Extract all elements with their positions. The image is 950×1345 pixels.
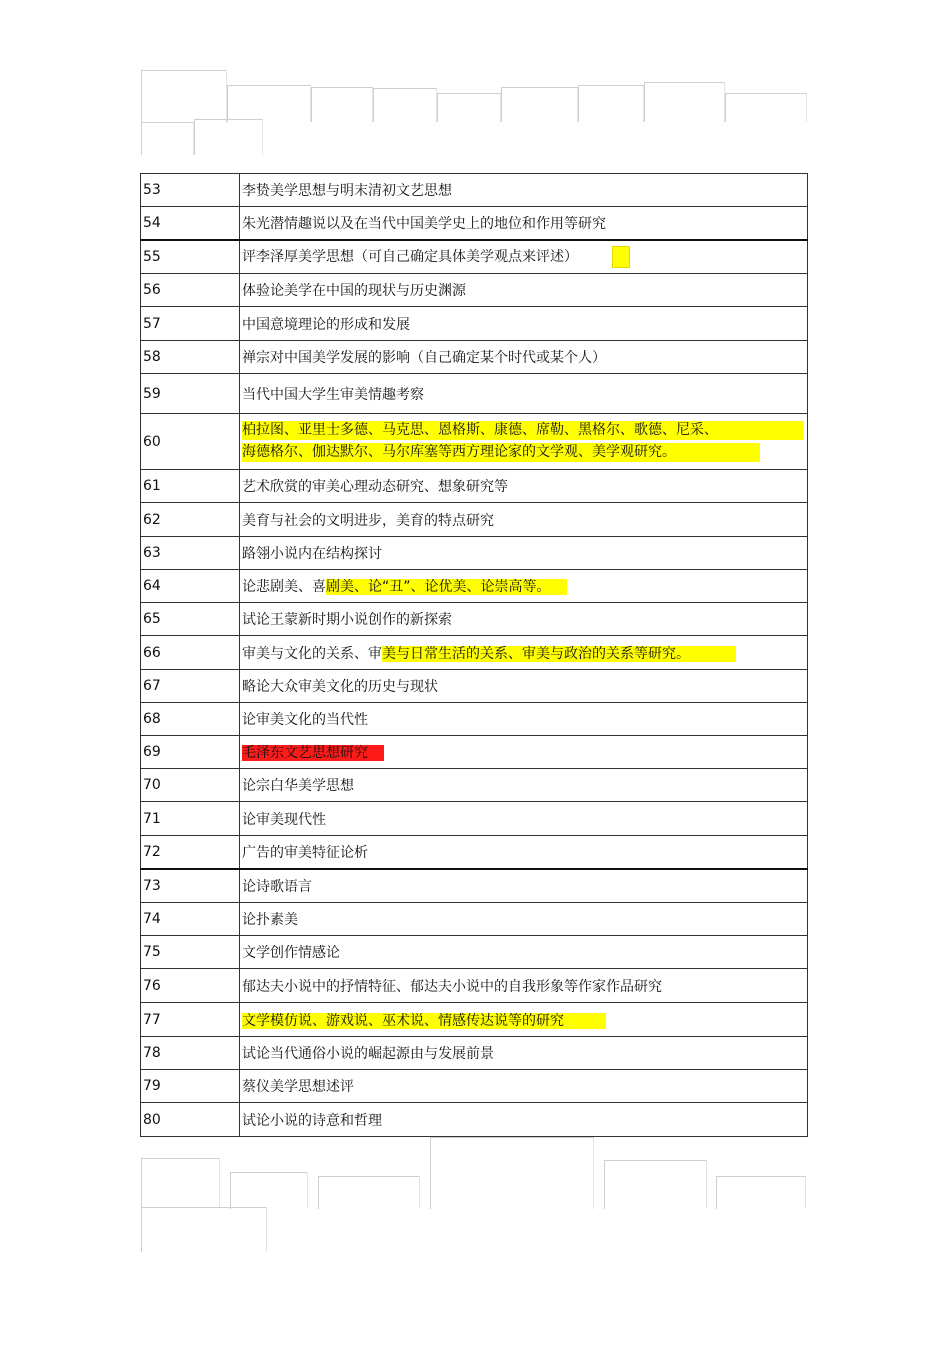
table-row — [141, 836, 808, 869]
row-number: 72 — [141, 836, 240, 869]
bottom-artifact — [141, 1158, 220, 1209]
row-number: 80 — [141, 1103, 240, 1137]
table-row — [141, 374, 808, 414]
row-topic: 体验论美学在中国的现状与历史渊源 — [240, 274, 808, 307]
table-row — [141, 537, 808, 570]
row-topic-highlight-red: 毛泽东文艺思想研究 — [242, 745, 384, 761]
top-artifact — [644, 82, 725, 122]
row-topic: 当代中国大学生审美情趣考察 — [240, 374, 808, 414]
row-number: 65 — [141, 603, 240, 636]
row-number: 76 — [141, 969, 240, 1003]
row-topic: 论诗歌语言 — [240, 869, 808, 903]
row-number: 53 — [141, 174, 240, 207]
bottom-artifact — [604, 1160, 707, 1209]
top-artifact — [725, 93, 807, 122]
table-row — [141, 1037, 808, 1070]
row-topic: 郁达夫小说中的抒情特征、郁达夫小说中的自我形象等作家作品研究 — [240, 969, 808, 1003]
table-row — [141, 769, 808, 802]
row-number: 62 — [141, 503, 240, 537]
row-number: 78 — [141, 1037, 240, 1070]
row-number: 75 — [141, 936, 240, 969]
table-row — [141, 240, 808, 274]
row-topic: 中国意境理论的形成和发展 — [240, 307, 808, 341]
row-number: 71 — [141, 802, 240, 836]
bottom-artifact — [141, 1207, 267, 1252]
row-topic-cell — [240, 1003, 808, 1037]
row-number: 58 — [141, 341, 240, 374]
row-topic-line-2: 海德格尔、伽达默尔、马尔库塞等西方理论家的文学观、美学观研究。 — [242, 443, 760, 462]
row-topic: 论扑素美 — [240, 903, 808, 936]
row-number: 55 — [141, 240, 240, 274]
row-topic: 试论小说的诗意和哲理 — [240, 1103, 808, 1137]
row-topic: 试论王蒙新时期小说创作的新探索 — [240, 603, 808, 636]
row-topic: 美育与社会的文明进步，美育的特点研究 — [240, 503, 808, 537]
table-row — [141, 969, 808, 1003]
row-topic-cell — [240, 240, 808, 274]
row-topic-cell — [240, 414, 808, 470]
row-topic: 试论当代通俗小说的崛起源由与发展前景 — [240, 1037, 808, 1070]
row-topic: 朱光潜情趣说以及在当代中国美学史上的地位和作用等研究 — [240, 207, 808, 240]
row-topic: 李贽美学思想与明末清初文艺思想 — [240, 174, 808, 207]
row-number: 64 — [141, 570, 240, 603]
table-row — [141, 736, 808, 769]
row-number: 61 — [141, 470, 240, 503]
table-row — [141, 570, 808, 603]
row-number: 66 — [141, 636, 240, 670]
table-row — [141, 1003, 808, 1037]
table-row — [141, 207, 808, 240]
top-artifact — [227, 85, 311, 122]
row-topic-highlight: 美与日常生活的关系、审美与政治的关系等研究。 — [382, 646, 736, 662]
table-row — [141, 936, 808, 969]
row-number: 68 — [141, 703, 240, 736]
row-topic-cell — [240, 636, 808, 670]
row-topic: 论宗白华美学思想 — [240, 769, 808, 802]
row-number: 79 — [141, 1070, 240, 1103]
top-artifact — [141, 70, 227, 123]
row-number: 70 — [141, 769, 240, 802]
row-topic: 文学创作情感论 — [240, 936, 808, 969]
row-topic-cell — [240, 570, 808, 603]
bottom-artifact — [230, 1172, 308, 1209]
row-topic: 路翎小说内在结构探讨 — [240, 537, 808, 570]
table-row — [141, 414, 808, 470]
row-topic-highlight: 文学模仿说、游戏说、巫术说、情感传达说等的研究 — [242, 1013, 606, 1029]
table-row — [141, 636, 808, 670]
top-artifact — [194, 119, 263, 155]
top-artifact — [437, 93, 501, 122]
row-topic: 艺术欣赏的审美心理动态研究、想象研究等 — [240, 470, 808, 503]
row-topic: 蔡仪美学思想述评 — [240, 1070, 808, 1103]
highlight-marker — [612, 246, 630, 268]
row-number: 54 — [141, 207, 240, 240]
table-row — [141, 670, 808, 703]
row-topic-highlight: 剧美、论“丑”、论优美、论崇高等。 — [326, 579, 567, 595]
row-number: 67 — [141, 670, 240, 703]
top-artifact — [501, 87, 578, 122]
row-number: 60 — [141, 414, 240, 470]
table-row — [141, 341, 808, 374]
row-number: 56 — [141, 274, 240, 307]
row-number: 69 — [141, 736, 240, 769]
row-number: 73 — [141, 869, 240, 903]
row-topic-part: 论悲剧美、喜 — [242, 579, 326, 595]
table-row — [141, 802, 808, 836]
row-topic: 广告的审美特征论析 — [240, 836, 808, 869]
row-topic-line-1: 柏拉图、亚里士多德、马克思、恩格斯、康德、席勒、黑格尔、歌德、尼采、 — [242, 421, 804, 440]
row-topic-cell — [240, 736, 808, 769]
table-row — [141, 603, 808, 636]
row-topic: 论审美现代性 — [240, 802, 808, 836]
table-row — [141, 274, 808, 307]
table-row — [141, 174, 808, 207]
row-topic: 略论大众审美文化的历史与现状 — [240, 670, 808, 703]
top-artifact — [373, 88, 437, 122]
top-artifact — [578, 85, 644, 122]
row-number: 74 — [141, 903, 240, 936]
top-artifact — [311, 87, 373, 122]
bottom-artifact — [716, 1176, 806, 1209]
bottom-artifact — [318, 1176, 420, 1209]
table-row — [141, 470, 808, 503]
topics-table — [140, 173, 808, 1137]
row-number: 59 — [141, 374, 240, 414]
top-artifact — [141, 122, 194, 155]
table-row — [141, 307, 808, 341]
bottom-artifact — [430, 1137, 594, 1209]
row-topic: 论审美文化的当代性 — [240, 703, 808, 736]
table-row — [141, 903, 808, 936]
row-topic: 禅宗对中国美学发展的影响（自己确定某个时代或某个人） — [240, 341, 808, 374]
table-row — [141, 1103, 808, 1137]
row-number: 77 — [141, 1003, 240, 1037]
table-row — [141, 1070, 808, 1103]
row-number: 63 — [141, 537, 240, 570]
row-topic-part: 审美与文化的关系、审 — [242, 645, 382, 662]
row-number: 57 — [141, 307, 240, 341]
table-row — [141, 869, 808, 903]
table-row — [141, 703, 808, 736]
table-row — [141, 503, 808, 537]
row-topic: 评李泽厚美学思想（可自己确定具体美学观点来评述） — [242, 248, 578, 265]
